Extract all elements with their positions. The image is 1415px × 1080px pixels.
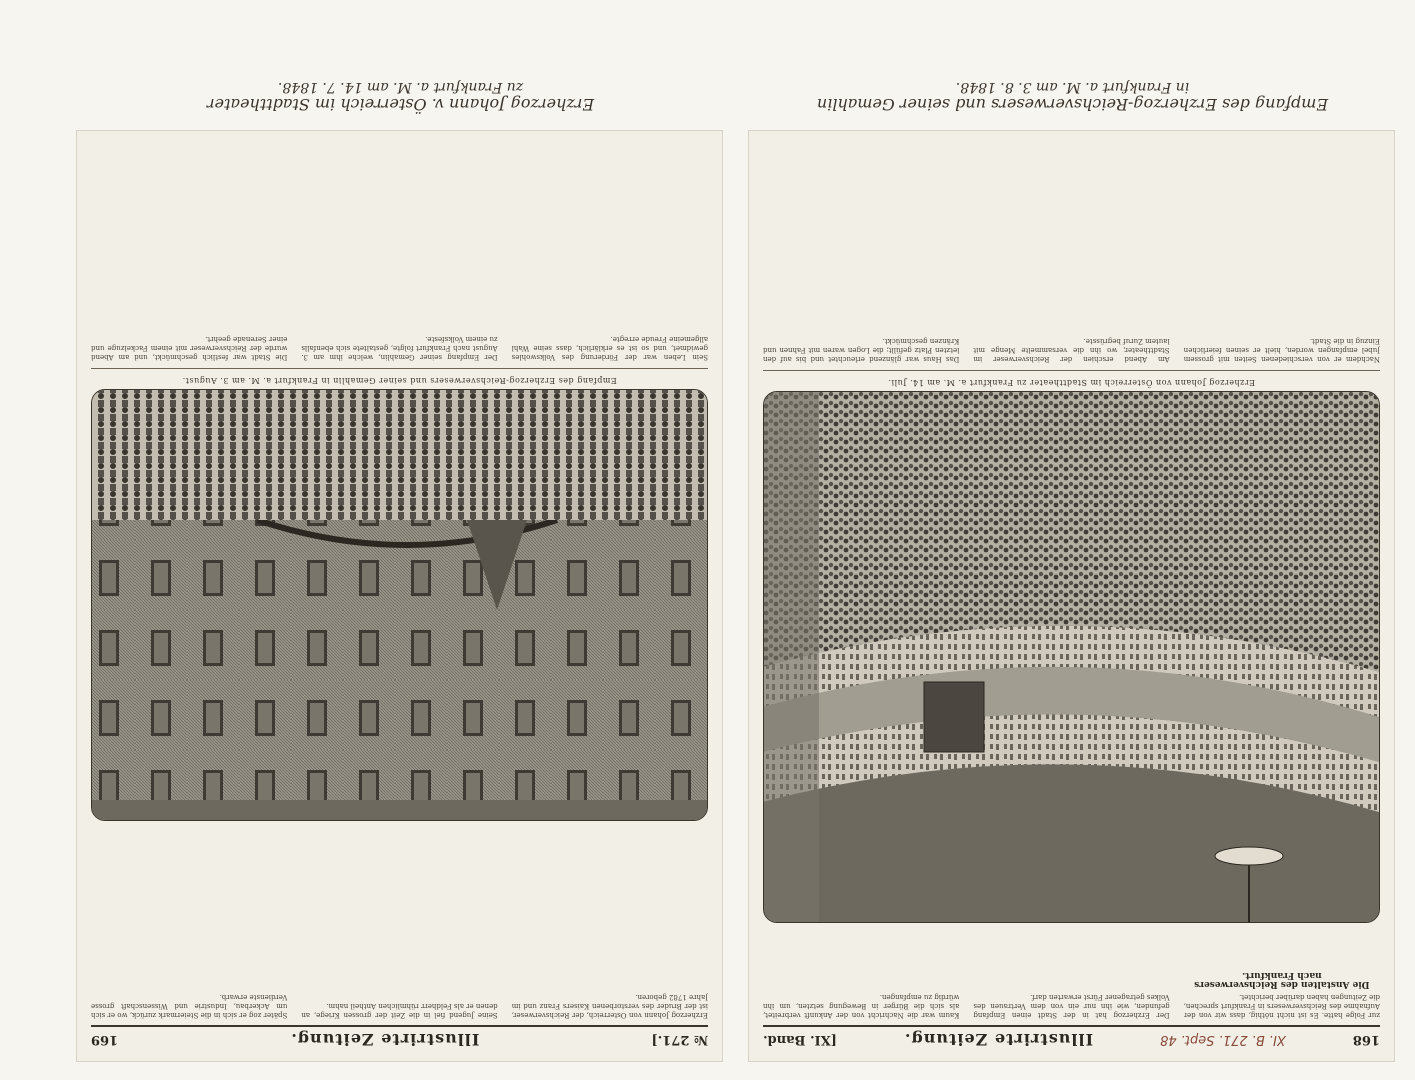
article-column: Der Erzherzog hat in der Stadt einen Empfang gefunden, wie ihn nur ein von dem Vertrauen des Volkes getragener Fürst erwarten darf. (973, 993, 1170, 1019)
divider (91, 368, 708, 369)
handwritten-caption-right: Empfang des Erzherzog-Reichsverwesers und seiner Gemahlin in Frankfurt a. M. am 3. 8. 1848. (816, 79, 1329, 114)
engraving-caption: Empfang des Erzherzog-Reichsverwesers und seiner Gemahlin in Frankfurt a. M. am 3. August. (182, 376, 617, 385)
volume-label: [XI. Band. (763, 1032, 837, 1048)
divider (763, 370, 1380, 371)
paper-title: Illustrirte Zeitung. (903, 1030, 1094, 1050)
reception-engraving (91, 389, 708, 821)
article-column: Kaum war die Nachricht von der Ankunft verbreitet, als sich die Bürger in Bewegung setzten, um ihn würdig zu empfangen. (763, 993, 960, 1019)
article-column: Der Empfang seiner Gemahlin, welche ihm am 3. August nach Frankfurt folgte, gestaltete sich ebenfalls zu einem Volksfeste. (301, 335, 498, 361)
article-column: Später zog er sich in die Steiermark zurück, wo er sich um Ackerbau, Industrie und Wissenschaft grosse Verdienste erwarb. (91, 993, 288, 1019)
article-columns-bottom (91, 143, 708, 361)
article-columns-top (91, 831, 708, 1019)
article-columns-top (763, 931, 1380, 1019)
paper-title: Illustrirte Zeitung. (290, 1030, 480, 1050)
page-168 (748, 130, 1395, 1062)
theatre-illustration (763, 392, 1379, 922)
article-column: Die Stadt war festlich geschmückt, und am Abend wurde der Reichsverweser mit einem Fackelzuge und einer Serenade geehrt. (91, 335, 288, 361)
engraving-caption: Erzherzog Johann von Österreich im Stadttheater zu Frankfurt a. M. am 14. Juli. (887, 378, 1256, 387)
page-number: 168 (1352, 1032, 1380, 1048)
article-column: Seine Jugend fiel in die Zeit der grossen Kriege, an denen er als Feldherr rühmlichen Antheil nahm. (301, 1002, 498, 1019)
reception-illustration (91, 390, 707, 820)
article-columns-bottom (763, 143, 1380, 363)
article-column: Das Haus war glänzend erleuchtet und bis auf den letzten Platz gefüllt; die Logen waren mit Fahnen und Kränzen geschmückt. (763, 337, 960, 363)
article-column: Am Abend erschien der Reichsverweser im Stadttheater, wo ihn die versammelte Menge mit lautem Zuruf begrüsste. (973, 337, 1170, 363)
handwritten-caption-left: Erzherzog Johann v. Österreich im Stadttheater zu Frankfurt a. M. am 14. 7. 1848. (206, 79, 595, 114)
manuscript-note: XI. B. 271. Sept. 48 (1160, 1032, 1286, 1048)
article-column: Erzherzog Johann von Österreich, der Reichsverweser, ist der Bruder des verstorbenen Kaisers Franz und im Jahre 1782 geboren. (511, 993, 708, 1019)
article-column: zur Folge hatte. Es ist nicht nöthig, dass wir von der Aufnahme des Reichsverwesers in Frankfurt sprechen, die Zeitungen haben darüber berichtet. Die Anstalten des Reichsverwesers nach Frankfurt. (1183, 970, 1380, 1019)
masthead-left (763, 1025, 1380, 1053)
page-169 (76, 130, 723, 1062)
masthead-right (91, 1025, 708, 1053)
article-headline: Die Anstalten des Reichsverwesers nach Frankfurt. (1194, 970, 1370, 989)
page-number: 169 (91, 1032, 119, 1048)
article-column: Nachdem er von verschiedenen Seiten mit grossem Jubel empfangen worden, hielt er seinen feierlichen Einzug in die Stadt. (1183, 337, 1380, 363)
issue-label: № 271.] (651, 1032, 708, 1048)
article-column: Sein Leben war der Förderung des Volkswohles gewidmet, und so ist es erklärlich, dass seine Wahl allgemeine Freude erregte. (511, 335, 708, 361)
theatre-engraving (763, 391, 1380, 923)
